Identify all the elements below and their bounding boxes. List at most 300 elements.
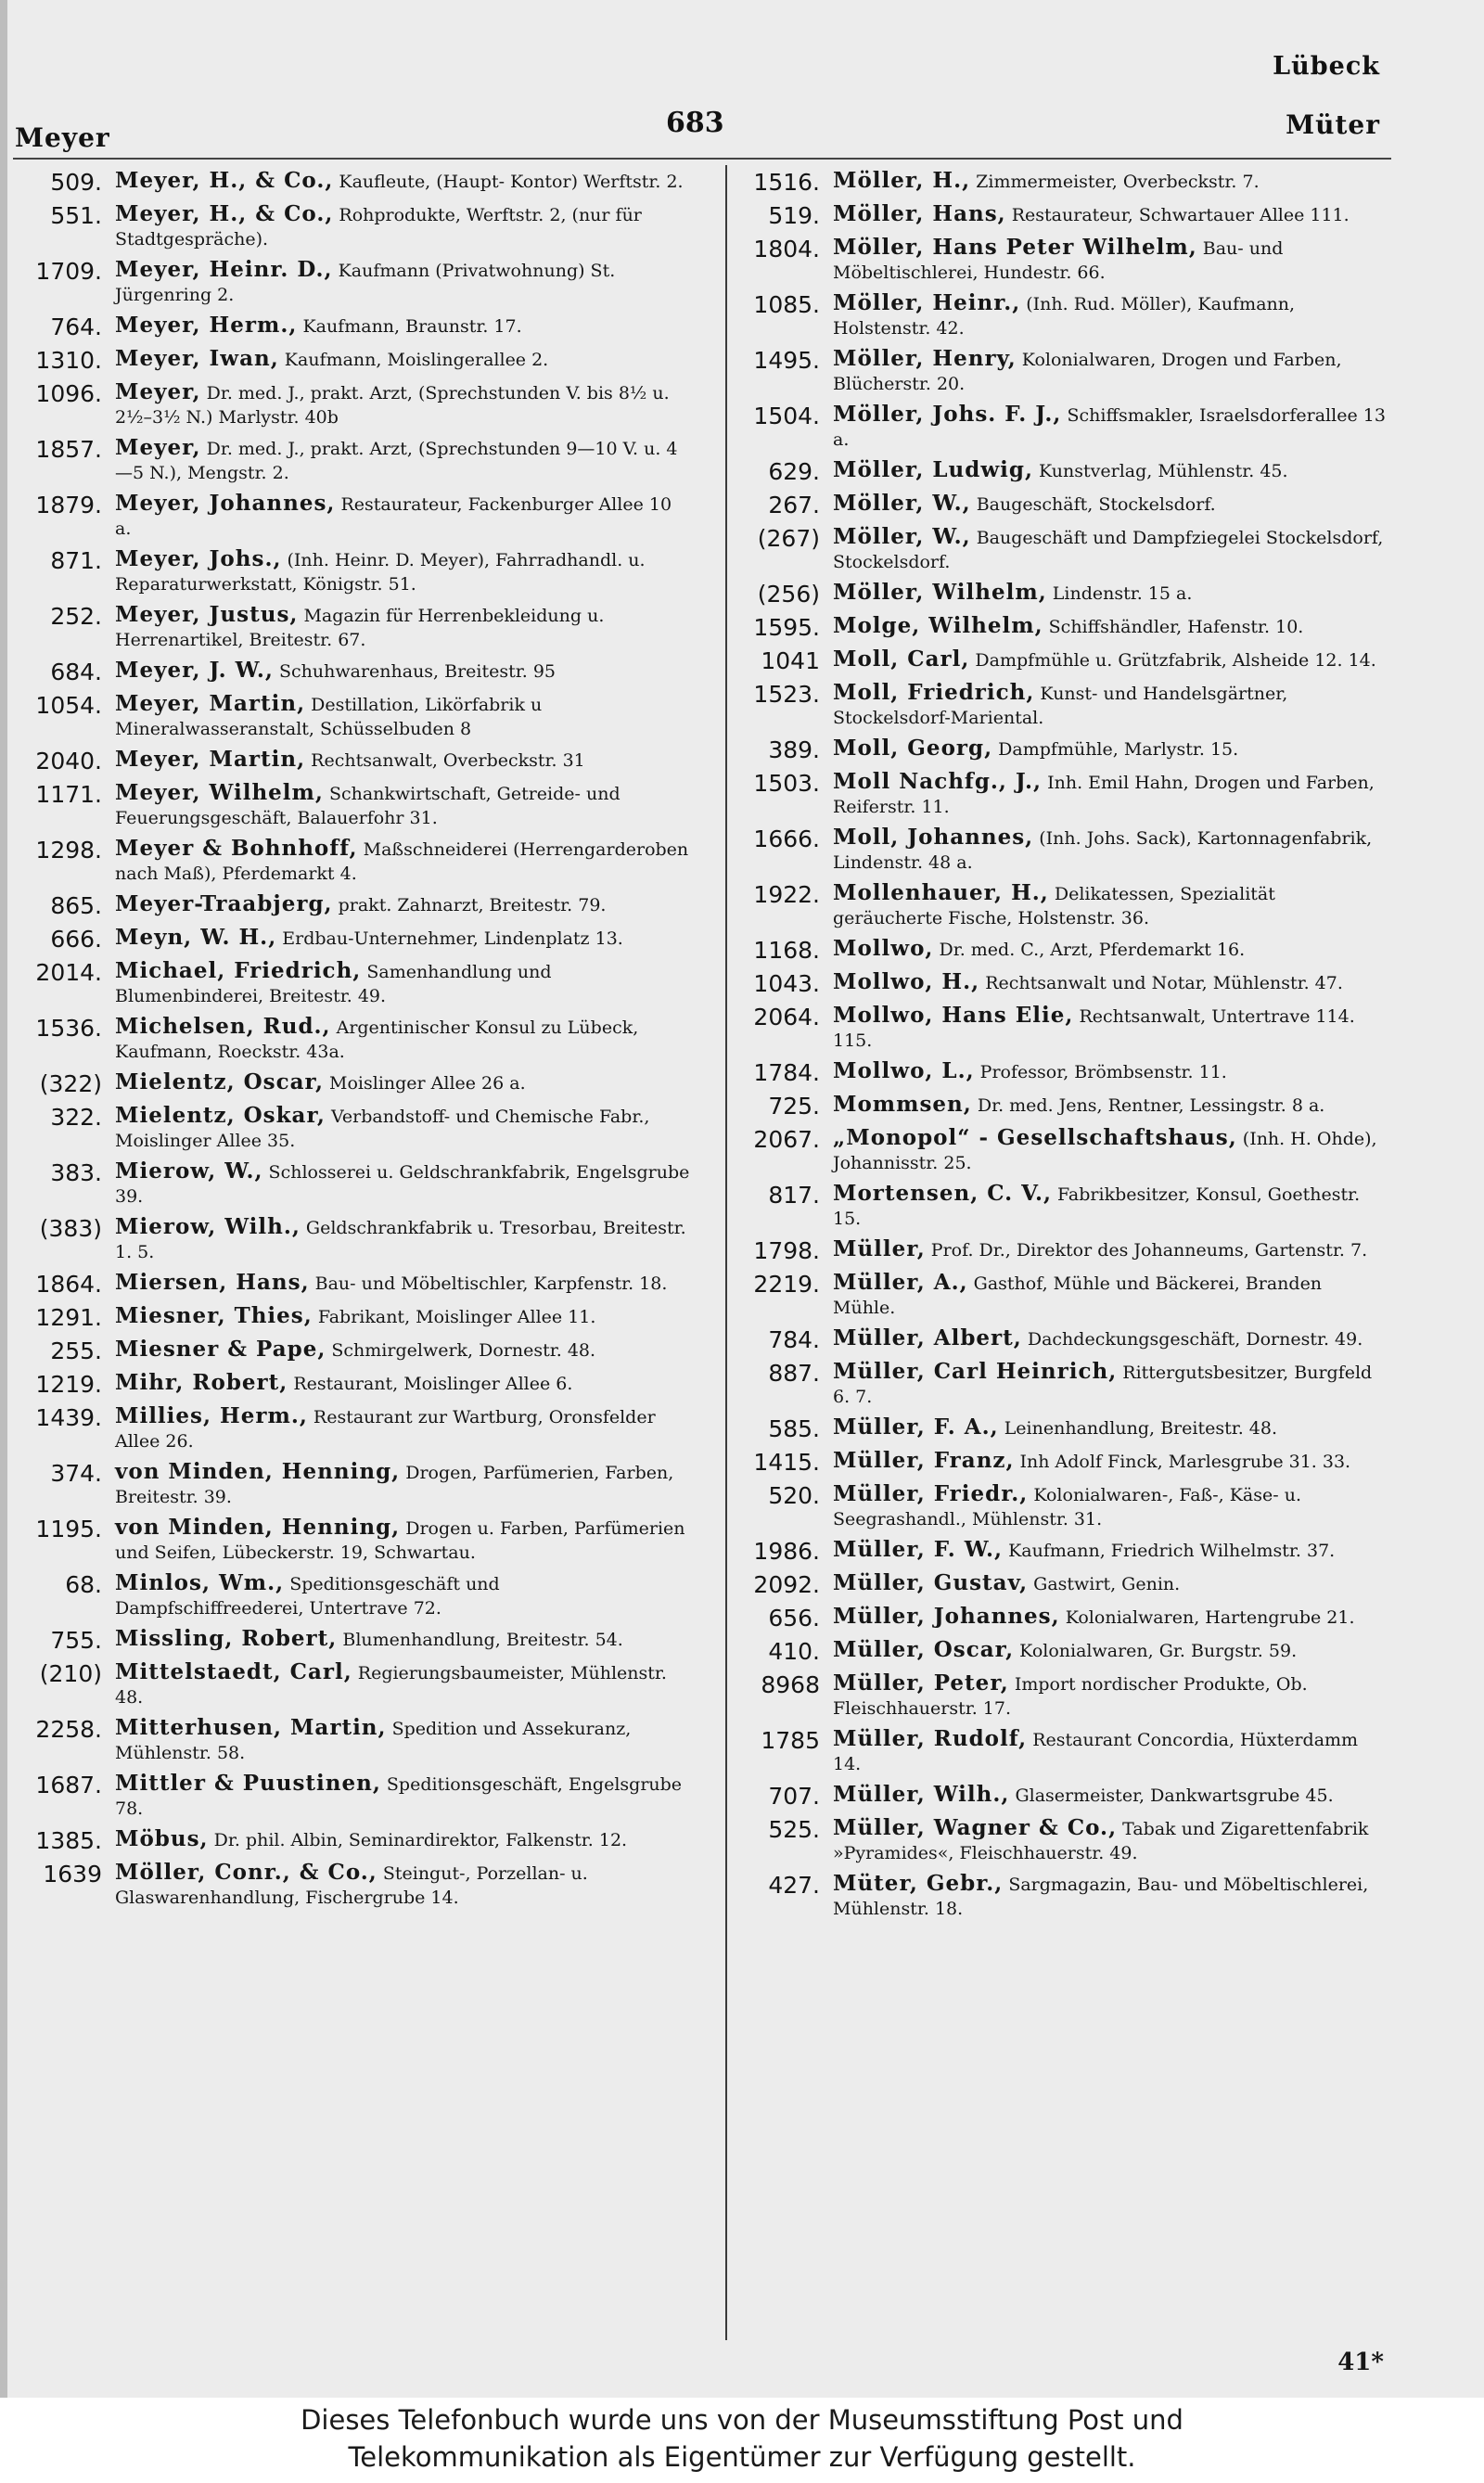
directory-entry <box>729 1605 1389 1632</box>
entry-name: Meyer, Wilhelm, <box>115 780 324 805</box>
entry-details: Argentinischer Konsul zu Lübeck, Kaufmann, Roeckstr. 43a. <box>115 1018 639 1062</box>
directory-entry <box>729 647 1389 674</box>
directory-entry <box>729 525 1389 574</box>
directory-entry <box>6 926 692 953</box>
directory-entry <box>729 1783 1389 1810</box>
phone-number: 1043. <box>753 970 820 997</box>
directory-entry <box>729 1538 1389 1565</box>
entry-details: Kaufmann (Privatwohnung) St. Jürgenring 2. <box>115 261 616 305</box>
entry-name: Meyer, Heinr. D., <box>115 257 333 282</box>
entry-body <box>115 1404 692 1453</box>
directory-entry <box>729 1326 1389 1353</box>
entry-name: Möller, Henry, <box>833 346 1017 371</box>
directory-entry <box>6 1772 692 1821</box>
entry-details: Kaufmann, Moislingerallee 2. <box>284 350 549 370</box>
entry-body <box>115 1337 692 1363</box>
entry-details: Kolonialwaren, Drogen und Farben, Blücherstr. 20. <box>833 350 1342 394</box>
directory-entry <box>729 937 1389 964</box>
entry-body <box>115 926 692 951</box>
phone-number: 1096. <box>35 380 102 407</box>
phone-number: 1041 <box>761 647 820 674</box>
entry-body <box>833 1059 1389 1084</box>
entry-details: Moislinger Allee 26 a. <box>329 1073 526 1094</box>
entry-name: Michael, Friedrich, <box>115 958 362 983</box>
directory-entry <box>6 1104 692 1153</box>
header-right-keyword: Müter <box>1286 109 1380 140</box>
directory-entry <box>6 547 692 596</box>
entry-name: Moll, Friedrich, <box>833 680 1035 705</box>
entry-details: Schuhwarenhaus, Breitestr. 95 <box>278 661 556 682</box>
directory-entry <box>729 1816 1389 1865</box>
phone-number: 1804. <box>753 236 820 262</box>
entry-details: Bau- und Möbeltischler, Karpfenstr. 18. <box>314 1273 668 1294</box>
entry-name: Mierow, W., <box>115 1158 263 1184</box>
phone-number: 684. <box>50 659 102 685</box>
entry-details: Inh. Emil Hahn, Drogen und Farben, Reiferstr. 11. <box>833 773 1375 817</box>
entry-body <box>115 1159 692 1209</box>
entry-body <box>833 1816 1389 1865</box>
phone-number: 2219. <box>753 1271 820 1298</box>
entry-body <box>833 1449 1389 1474</box>
entry-name: Mielentz, Oskar, <box>115 1103 326 1128</box>
entry-name: Müller, Gustav, <box>833 1570 1029 1595</box>
entry-details: Kunstverlag, Mühlenstr. 45. <box>1039 461 1288 481</box>
entry-details: Fabrikbesitzer, Konsul, Goethestr. 15. <box>833 1184 1361 1229</box>
entry-body <box>833 826 1389 875</box>
directory-entry <box>729 681 1389 730</box>
page-number: 683 <box>666 107 724 139</box>
entry-name: Mollenhauer, H., <box>833 880 1049 905</box>
phone-number: 255. <box>50 1337 102 1364</box>
entry-details: Kaufmann, Braunstr. 17. <box>302 316 522 337</box>
phone-number: 525. <box>768 1816 820 1843</box>
entry-body <box>833 1360 1389 1409</box>
entry-details: Professor, Brömbsenstr. 11. <box>979 1062 1227 1082</box>
entry-body <box>833 1182 1389 1231</box>
footer-notice <box>0 2398 1484 2483</box>
entry-details: Kolonialwaren-, Faß-, Käse- u. Seegrashandl., Mühlenstr. 31. <box>833 1485 1301 1529</box>
entry-body <box>115 837 692 886</box>
phone-number: 1687. <box>35 1772 102 1798</box>
entry-body <box>833 458 1389 483</box>
entry-details: Speditionsgeschäft, Engelsgrube 78. <box>115 1774 683 1819</box>
directory-entry <box>6 436 692 485</box>
phone-number: 1666. <box>753 826 820 852</box>
entry-details: Restaurateur, Fackenburger Allee 10 a. <box>115 494 672 539</box>
directory-entry <box>729 1093 1389 1120</box>
directory-entry <box>6 1627 692 1654</box>
entry-name: Millies, Herm., <box>115 1403 308 1428</box>
phone-number: 755. <box>50 1627 102 1654</box>
directory-entry <box>6 169 692 196</box>
entry-details: Import nordischer Produkte, Ob. Fleischhauerstr. 17. <box>833 1674 1308 1719</box>
entry-details: Verbandstoff- und Chemische Fabr., Moislinger Allee 35. <box>115 1107 650 1151</box>
entry-name: Müller, Friedr., <box>833 1481 1029 1506</box>
directory-entry <box>6 1571 692 1620</box>
entry-details: Lindenstr. 15 a. <box>1052 583 1193 604</box>
entry-name: Meyer, <box>115 379 201 404</box>
entry-body <box>115 748 692 773</box>
directory-entry <box>729 1872 1389 1921</box>
header-left-keyword: Meyer <box>15 122 110 153</box>
entry-name: Meyer, Martin, <box>115 691 306 716</box>
directory-entry <box>729 1415 1389 1442</box>
entry-name: Meyer, H., & Co., <box>115 201 334 226</box>
directory-entry <box>729 826 1389 875</box>
entry-body <box>833 1605 1389 1630</box>
directory-entry <box>729 581 1389 608</box>
entry-name: Missling, Robert, <box>115 1626 338 1651</box>
directory-entry <box>729 1571 1389 1598</box>
entry-details: Drogen u. Farben, Parfümerien und Seifen, Lübeckerstr. 19, Schwartau. <box>115 1518 685 1563</box>
entry-body <box>115 1104 692 1153</box>
phone-number: 1298. <box>35 837 102 864</box>
directory-entry <box>729 970 1389 997</box>
entry-name: Müller, Wagner & Co., <box>833 1815 1118 1840</box>
directory-entry <box>6 492 692 541</box>
entry-details: (Inh. H. Ohde), Johannisstr. 25. <box>833 1129 1377 1173</box>
entry-details: Prof. Dr., Direktor des Johanneums, Gartenstr. 7. <box>930 1240 1368 1261</box>
entry-name: Moll, Johannes, <box>833 825 1034 850</box>
phone-number: 1168. <box>753 937 820 964</box>
phone-number: 2092. <box>753 1571 820 1598</box>
entry-body <box>833 492 1389 517</box>
entry-body <box>115 1516 692 1565</box>
entry-body <box>115 1571 692 1620</box>
entry-name: Möbus, <box>115 1826 209 1851</box>
entry-name: Müller, Oscar, <box>833 1637 1015 1662</box>
directory-entry <box>6 1404 692 1453</box>
phone-number: 267. <box>768 492 820 518</box>
directory-entry <box>6 1460 692 1509</box>
entry-details: Schiffshändler, Hafenstr. 10. <box>1048 617 1304 637</box>
entry-body <box>115 380 692 429</box>
page-marker: 41* <box>1337 2349 1384 2376</box>
entry-name: Meyer & Bohnhoff, <box>115 836 358 861</box>
entry-details: Spedition und Assekuranz, Mühlenstr. 58. <box>115 1719 632 1763</box>
entry-body <box>833 169 1389 194</box>
entry-name: Meyer, Martin, <box>115 747 306 772</box>
entry-name: Mittelstaedt, Carl, <box>115 1659 352 1684</box>
entry-body <box>115 1627 692 1652</box>
entry-body <box>833 1415 1389 1440</box>
entry-name: Möller, Wilhelm, <box>833 580 1047 605</box>
phone-number: (267) <box>757 525 820 552</box>
entry-body <box>833 681 1389 730</box>
entry-body <box>833 647 1389 672</box>
entry-details: Leinenhandlung, Breitestr. 48. <box>1004 1418 1278 1439</box>
entry-name: Müller, A., <box>833 1270 968 1295</box>
entry-body <box>833 770 1389 819</box>
entry-details: Glasermeister, Dankwartsgrube 45. <box>1015 1785 1334 1806</box>
directory-entry <box>6 202 692 251</box>
entry-name: Moll Nachfg., J., <box>833 769 1043 794</box>
directory-entry <box>729 202 1389 229</box>
phone-number: (210) <box>39 1660 102 1687</box>
directory-entry <box>6 1015 692 1064</box>
phone-number: 68. <box>65 1571 102 1598</box>
entry-name: Meyer, Herm., <box>115 313 298 338</box>
phone-number: 887. <box>768 1360 820 1387</box>
entry-body <box>833 614 1389 639</box>
entry-details: Drogen, Parfümerien, Farben, Breitestr. 39. <box>115 1463 674 1507</box>
entry-body <box>833 1783 1389 1808</box>
entry-details: Rechtsanwalt, Overbeckstr. 31 <box>311 750 585 771</box>
entry-body <box>115 1271 692 1296</box>
entry-name: Mittler & Puustinen, <box>115 1771 381 1796</box>
directory-entry <box>729 458 1389 485</box>
directory-entry <box>729 1237 1389 1264</box>
phone-number: 1595. <box>753 614 820 641</box>
entry-details: Dr. phil. Albin, Seminardirektor, Falkenstr. 12. <box>213 1830 628 1850</box>
phone-number: 1503. <box>753 770 820 797</box>
phone-number: 322. <box>50 1104 102 1131</box>
entry-details: Dampfmühle u. Grützfabrik, Alsheide 12. 14. <box>975 650 1376 671</box>
phone-number: 1523. <box>753 681 820 708</box>
footer-line-1: Dieses Telefonbuch wurde uns von der Museumsstiftung Post und <box>301 2404 1183 2436</box>
entry-details: Kolonialwaren, Gr. Burgstr. 59. <box>1019 1641 1298 1661</box>
entry-body <box>115 692 692 741</box>
entry-body <box>833 881 1389 930</box>
directory-entry <box>6 1827 692 1854</box>
directory-entry <box>6 659 692 685</box>
phone-number: (256) <box>757 581 820 608</box>
phone-number: 252. <box>50 603 102 630</box>
entry-details: Dampfmühle, Marlystr. 15. <box>998 739 1239 760</box>
entry-body <box>115 1827 692 1852</box>
entry-name: Mielentz, Oscar, <box>115 1069 324 1094</box>
entry-body <box>115 202 692 251</box>
entry-name: Mollwo, H., <box>833 969 980 994</box>
directory-entry <box>6 1861 692 1910</box>
entry-body <box>833 1004 1389 1053</box>
directory-entry <box>6 1716 692 1765</box>
entry-body <box>115 1660 692 1709</box>
entry-name: Mihr, Robert, <box>115 1370 288 1395</box>
entry-name: Miesner & Pape, <box>115 1337 326 1362</box>
entry-name: Müller, <box>833 1236 926 1261</box>
entry-name: Müller, F. W., <box>833 1537 1004 1562</box>
entry-name: von Minden, Henning, <box>115 1459 401 1484</box>
phone-number: 1798. <box>753 1237 820 1264</box>
entry-name: Möller, Hans, <box>833 201 1006 226</box>
entry-body <box>833 1538 1389 1563</box>
phone-number: 865. <box>50 892 102 919</box>
entry-body <box>115 547 692 596</box>
directory-entry <box>729 881 1389 930</box>
entry-body <box>115 1861 692 1910</box>
directory-entry <box>729 492 1389 518</box>
directory-entry <box>729 1004 1389 1053</box>
entry-details: Blumenhandlung, Breitestr. 54. <box>342 1630 623 1650</box>
directory-entry <box>729 403 1389 452</box>
entry-body <box>115 1304 692 1329</box>
phone-number: 1857. <box>35 436 102 463</box>
entry-body <box>833 347 1389 396</box>
entry-body <box>115 1460 692 1509</box>
directory-entry <box>6 1371 692 1398</box>
entry-details: Dr. med. J., prakt. Arzt, (Sprechstunden V. bis 8½ u. 2½–3½ N.) Marlystr. 40b <box>115 383 670 428</box>
entry-name: Möller, Ludwig, <box>833 457 1033 482</box>
entry-body <box>833 736 1389 762</box>
phone-number: 1495. <box>753 347 820 374</box>
directory-entry <box>6 380 692 429</box>
phone-number: 1709. <box>35 258 102 285</box>
phone-number: 1536. <box>35 1015 102 1042</box>
directory-entry <box>6 347 692 374</box>
directory-entry <box>6 1271 692 1298</box>
entry-details: Dr. med. C., Arzt, Pferdemarkt 16. <box>939 940 1246 960</box>
phone-number: 2040. <box>35 748 102 774</box>
entry-name: Mollwo, Hans Elie, <box>833 1003 1074 1028</box>
column-divider <box>725 165 727 2340</box>
entry-details: Destillation, Likörfabrik u Mineralwasseranstalt, Schüsselbuden 8 <box>115 695 543 739</box>
directory-entry <box>729 1482 1389 1531</box>
entry-body <box>115 1772 692 1821</box>
entry-body <box>833 1671 1389 1721</box>
entry-name: Meyer-Traabjerg, <box>115 891 333 916</box>
entry-body <box>115 892 692 917</box>
entry-name: Müller, Carl Heinrich, <box>833 1359 1118 1384</box>
directory-entry <box>729 614 1389 641</box>
entry-details: Erdbau-Unternehmer, Lindenplatz 13. <box>282 928 623 949</box>
entry-name: Müller, Rudolf, <box>833 1726 1028 1751</box>
entry-details: Speditionsgeschäft und Dampfschiffreederei, Untertrave 72. <box>115 1574 500 1619</box>
entry-body <box>833 236 1389 285</box>
entry-details: Gasthof, Mühle und Bäckerei, Branden Mühle. <box>833 1273 1323 1318</box>
directory-entry <box>729 770 1389 819</box>
directory-entry <box>729 347 1389 396</box>
entry-body <box>115 258 692 307</box>
entry-name: Miersen, Hans, <box>115 1270 310 1295</box>
entry-details: Kaufleute, (Haupt- Kontor) Werftstr. 2. <box>339 172 684 192</box>
phone-number: 707. <box>768 1783 820 1810</box>
entry-details: Dr. med. J., prakt. Arzt, (Sprechstunden 9—10 V. u. 4—5 N.), Mengstr. 2. <box>115 439 678 483</box>
entry-details: Gastwirt, Genin. <box>1033 1574 1181 1594</box>
header-city: Lübeck <box>1273 52 1380 81</box>
phone-number: 520. <box>768 1482 820 1509</box>
entry-details: Samenhandlung und Blumenbinderei, Breitestr. 49. <box>115 962 552 1006</box>
entry-name: Möller, H., <box>833 168 971 193</box>
entry-body <box>115 781 692 830</box>
directory-entry <box>729 736 1389 763</box>
entry-name: Müller, Albert, <box>833 1325 1022 1350</box>
entry-details: Baugeschäft, Stockelsdorf. <box>976 494 1216 515</box>
entry-body <box>115 347 692 372</box>
entry-name: Möller, W., <box>833 524 971 549</box>
directory-entry <box>6 748 692 774</box>
phone-number: 2014. <box>35 959 102 986</box>
entry-body <box>833 1872 1389 1921</box>
entry-name: Meyer, H., & Co., <box>115 168 334 193</box>
entry-details: Inh Adolf Finck, Marlesgrube 31. 33. <box>1019 1452 1351 1472</box>
entry-details: Rechtsanwalt und Notar, Mühlenstr. 47. <box>985 973 1343 993</box>
phone-number: 1310. <box>35 347 102 374</box>
entry-body <box>115 1716 692 1765</box>
phone-number: 509. <box>50 169 102 196</box>
directory-entry <box>6 1215 692 1264</box>
directory-entry <box>6 837 692 886</box>
directory-entry <box>6 959 692 1008</box>
entry-body <box>833 403 1389 452</box>
phone-number: 1085. <box>753 291 820 318</box>
entry-details: (Inh. Heinr. D. Meyer), Fahrradhandl. u. Reparaturwerkstatt, Königstr. 51. <box>115 550 646 595</box>
phone-number: 389. <box>768 736 820 763</box>
directory-entry <box>6 258 692 307</box>
phone-number: 1504. <box>753 403 820 429</box>
entry-body <box>833 1638 1389 1663</box>
directory-entry <box>6 1159 692 1209</box>
directory-entry <box>729 236 1389 285</box>
phone-number: 784. <box>768 1326 820 1353</box>
phone-number: 519. <box>768 202 820 229</box>
entry-details: Kaufmann, Friedrich Wilhelmstr. 37. <box>1008 1541 1336 1561</box>
directory-entry <box>729 1271 1389 1320</box>
entry-details: Kunst- und Handelsgärtner, Stockelsdorf-Mariental. <box>833 684 1288 728</box>
entry-name: Mommsen, <box>833 1092 972 1117</box>
header-rule <box>13 158 1391 160</box>
directory-entry <box>6 1660 692 1709</box>
phone-number: 8968 <box>761 1671 820 1698</box>
entry-details: Magazin für Herrenbekleidung u. Herrenartikel, Breitestr. 67. <box>115 606 605 650</box>
entry-name: Meyer, J. W., <box>115 658 274 683</box>
entry-body <box>833 1237 1389 1262</box>
directory-entry <box>729 1671 1389 1721</box>
entry-details: Schmirgelwerk, Dornestr. 48. <box>331 1340 596 1361</box>
phone-number: 1864. <box>35 1271 102 1298</box>
directory-entry <box>729 169 1389 196</box>
phone-number: 1784. <box>753 1059 820 1086</box>
phone-number: 666. <box>50 926 102 953</box>
entry-name: Mollwo, <box>833 936 934 961</box>
directory-entry <box>6 1070 692 1097</box>
phone-number: 585. <box>768 1415 820 1442</box>
entry-body <box>833 1727 1389 1776</box>
directory-entry <box>6 603 692 652</box>
phone-number: 1516. <box>753 169 820 196</box>
entry-details: Rohprodukte, Werftstr. 2, (nur für Stadtgespräche). <box>115 205 642 250</box>
entry-details: Restaurateur, Schwartauer Allee 111. <box>1011 205 1350 225</box>
phone-number: 629. <box>768 458 820 485</box>
entry-details: Rittergutsbesitzer, Burgfeld 6. 7. <box>833 1363 1373 1407</box>
phone-number: 1785 <box>761 1727 820 1754</box>
entry-details: Dachdeckungsgeschäft, Dornestr. 49. <box>1027 1329 1363 1350</box>
entry-details: Bau- und Möbeltischlerei, Hundestr. 66. <box>833 238 1284 283</box>
directory-entry <box>729 1727 1389 1776</box>
entry-details: Regierungsbaumeister, Mühlenstr. 48. <box>115 1663 667 1708</box>
entry-details: Restaurant Concordia, Hüxterdamm 14. <box>833 1730 1359 1774</box>
directory-entry <box>729 1059 1389 1086</box>
entry-body <box>833 1271 1389 1320</box>
entry-body <box>115 169 692 194</box>
entry-name: von Minden, Henning, <box>115 1515 401 1540</box>
entry-body <box>115 1070 692 1095</box>
directory-entry <box>6 314 692 340</box>
directory-entry <box>729 291 1389 340</box>
left-column <box>6 169 692 1916</box>
phone-number: 383. <box>50 1159 102 1186</box>
entry-body <box>115 314 692 339</box>
phone-number: 410. <box>768 1638 820 1665</box>
entry-name: Meyer, <box>115 435 201 460</box>
entry-details: Kolonialwaren, Hartengrube 21. <box>1065 1607 1355 1628</box>
phone-number: 656. <box>768 1605 820 1632</box>
entry-details: (Inh. Rud. Möller), Kaufmann, Holstenstr. 42. <box>833 294 1296 339</box>
phone-number: 1054. <box>35 692 102 719</box>
entry-body <box>833 525 1389 574</box>
phone-number: 2258. <box>35 1716 102 1743</box>
entry-body <box>115 1015 692 1064</box>
